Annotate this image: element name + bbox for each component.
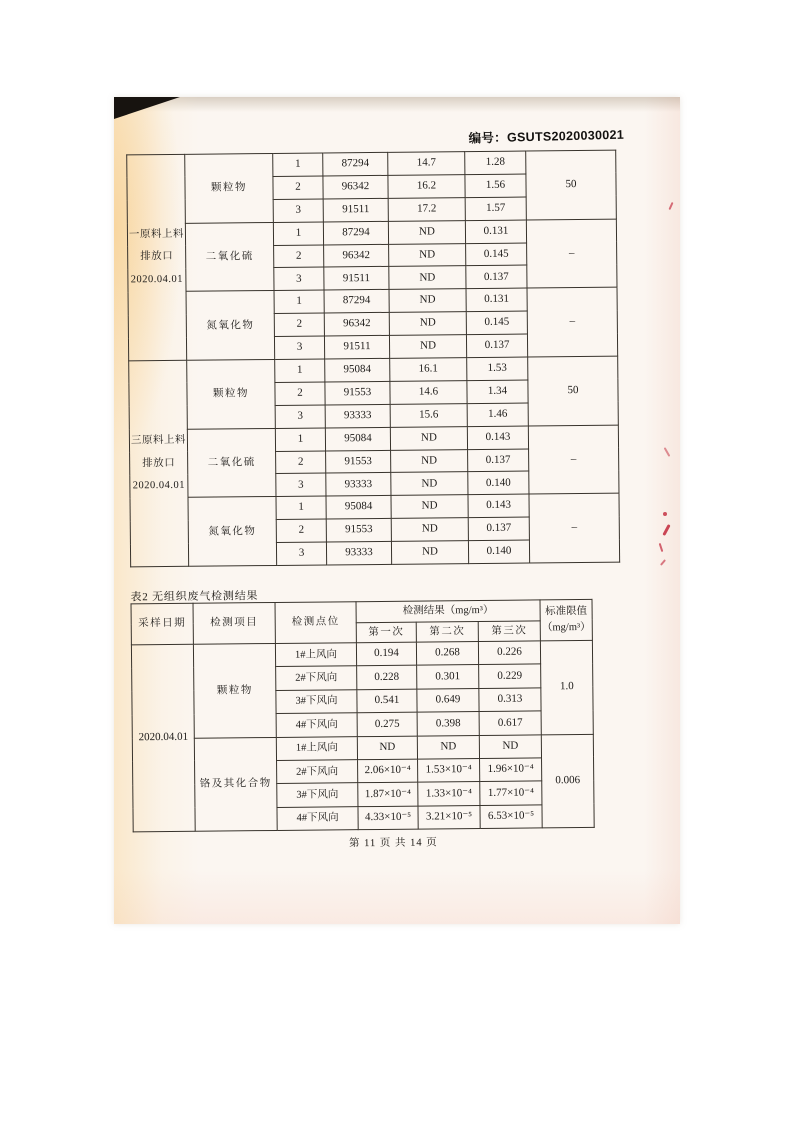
value-cell: ND [388,220,465,244]
value-cell: ND [391,495,468,519]
value-cell: 14.7 [388,152,465,176]
table-row [127,150,616,178]
sample-no: 2 [274,245,324,268]
red-pen-mark [663,512,667,516]
value-cell: 16.1 [390,358,467,382]
value-cell: 0.313 [479,688,541,712]
value-cell: ND [390,426,467,450]
value-cell: 0.131 [466,288,527,311]
value-cell: 0.137 [466,334,527,357]
sample-id: 87294 [324,290,389,314]
value-cell: ND [357,736,417,760]
table2-title: 表2 无组织废气检测结果 [130,590,259,604]
sample-id: 91511 [323,198,388,222]
sample-id: 87294 [323,221,388,245]
sample-no: 3 [274,336,324,359]
table-row [127,219,616,247]
limit-cell: – [527,288,618,358]
limit-cell: 50 [526,150,617,220]
sample-id: 87294 [323,152,388,176]
col-header-first: 第一次 [356,622,416,643]
sample-id: 91553 [326,450,391,474]
value-cell: 4.33×10⁻⁵ [358,806,418,830]
value-cell: ND [389,289,466,313]
document-number: 编号：GSUTS2020030021 [468,127,625,146]
sample-id: 91511 [324,335,389,359]
scan-corner-artifact [114,97,180,119]
sample-id: 96342 [323,175,388,199]
sample-no: 2 [276,451,326,474]
point-cell: 3#下风向 [277,783,358,807]
sample-no: 2 [276,519,326,542]
sample-id: 95084 [325,427,390,451]
value-cell: 17.2 [388,197,465,221]
value-cell: 1.53×10⁻⁴ [418,759,480,783]
red-pen-mark [660,559,666,566]
value-cell: 0.228 [357,666,417,690]
value-cell: 0.131 [465,220,526,243]
sample-no: 1 [274,290,324,313]
sample-no: 3 [273,199,323,222]
limit-cell: – [528,425,619,495]
value-cell: 15.6 [390,403,467,427]
sample-no: 2 [275,382,325,405]
outlet-label: 一原料上料 排放口 2020.04.01 [127,154,187,361]
pollutant-label: 氮氧化物 [188,497,277,567]
sample-id: 95084 [326,496,391,520]
pollutant-label: 颗粒物 [193,644,276,738]
col-header-date: 采样日期 [131,603,193,645]
value-cell: 0.140 [468,540,529,563]
value-cell: ND [389,243,466,267]
value-cell: ND [391,518,468,542]
value-cell: 1.53 [467,357,528,380]
value-cell: 0.398 [417,712,479,736]
col-header-third: 第三次 [478,620,540,641]
value-cell: 0.145 [466,311,527,334]
point-cell: 4#下风向 [276,713,357,737]
sample-no: 3 [275,405,325,428]
pollutant-label: 二氧化硫 [185,222,274,292]
value-cell: 0.541 [357,689,417,713]
limit-cell: 1.0 [540,640,593,734]
sample-id: 91511 [324,267,389,291]
point-cell: 1#上风向 [275,643,356,667]
col-header-item: 检测项目 [193,603,275,645]
sample-no: 1 [273,153,323,176]
sample-id: 93333 [326,473,391,497]
outlet-label: 三原料上料 排放口 2020.04.01 [129,360,189,567]
value-cell: ND [417,735,479,759]
value-cell: 0.137 [468,449,529,472]
value-cell: 0.649 [417,688,479,712]
sample-id: 93333 [326,541,391,565]
value-cell: ND [391,449,468,473]
limit-cell: 0.006 [541,734,594,828]
value-cell: 1.77×10⁻⁴ [480,781,542,805]
sample-no: 1 [273,222,323,245]
value-cell: 0.268 [416,642,478,666]
sample-id: 93333 [325,404,390,428]
limit-cell: – [526,219,617,289]
value-cell: 1.96×10⁻⁴ [480,758,542,782]
sample-id: 96342 [324,244,389,268]
value-cell: 1.33×10⁻⁴ [418,782,480,806]
fugitive-emission-results-table [131,599,595,833]
value-cell: 0.275 [357,712,417,736]
value-cell: 16.2 [388,175,465,199]
value-cell: 1.34 [467,380,528,403]
sample-no: 3 [276,473,326,496]
sample-id: 95084 [325,358,390,382]
value-cell: ND [389,335,466,359]
col-header-point: 检测点位 [275,602,356,644]
table-row [130,494,619,522]
value-cell: 14.6 [390,381,467,405]
value-cell: 0.137 [466,265,527,288]
red-pen-mark [662,524,670,536]
value-cell: 3.21×10⁻⁵ [418,805,480,829]
point-cell: 4#下风向 [277,806,358,830]
value-cell: ND [391,472,468,496]
sample-no: 1 [275,359,325,382]
pollutant-label: 氮氧化物 [186,291,275,361]
value-cell: 0.194 [356,642,416,666]
stack-emission-results-table [126,150,620,568]
value-cell: ND [391,541,468,565]
value-cell: 0.143 [468,494,529,517]
sample-no: 2 [273,176,323,199]
value-cell: 0.301 [417,665,479,689]
pollutant-label: 颗粒物 [187,359,276,429]
table-row [128,288,617,316]
sample-id: 91553 [325,381,390,405]
value-cell: 0.145 [466,243,527,266]
limit-cell: – [529,494,620,564]
value-cell: 0.143 [467,426,528,449]
value-cell: 1.56 [465,174,526,197]
value-cell: 0.617 [479,711,541,735]
pollutant-label: 颗粒物 [185,153,274,223]
page-number-footer: 第 11 页 共 14 页 [348,837,438,850]
col-header-second: 第二次 [416,621,478,642]
red-pen-mark [664,447,671,457]
value-cell: 2.06×10⁻⁴ [358,759,418,783]
point-cell: 2#下风向 [277,760,358,784]
value-cell: 1.87×10⁻⁴ [358,782,418,806]
value-cell: ND [389,312,466,336]
sample-no: 1 [276,496,326,519]
table-row [129,356,618,384]
pollutant-label: 铬及其化合物 [194,737,277,831]
point-cell: 1#上风向 [276,736,357,760]
value-cell: ND [479,735,541,759]
point-cell: 2#下风向 [276,666,357,690]
sample-no: 1 [275,428,325,451]
pollutant-label: 二氧化硫 [187,428,276,498]
value-cell: 0.226 [478,641,540,665]
value-cell: ND [389,266,466,290]
page-content [126,129,625,853]
value-cell: 0.140 [468,472,529,495]
value-cell: 6.53×10⁻⁵ [480,805,542,829]
table-row [129,425,618,453]
value-cell: 1.46 [467,403,528,426]
value-cell: 1.57 [465,197,526,220]
point-cell: 3#下风向 [276,690,357,714]
sample-no: 3 [274,267,324,290]
sample-no: 3 [276,542,326,565]
sample-id: 91553 [326,519,391,543]
value-cell: 1.28 [465,151,526,174]
col-header-limit: 标准限值 （mg/m³） [540,599,592,640]
sample-id: 96342 [324,313,389,337]
sampling-date: 2020.04.01 [131,644,195,832]
red-pen-mark [668,202,673,210]
scanned-paper [114,97,680,924]
limit-cell: 50 [528,356,619,426]
value-cell: 0.137 [468,517,529,540]
value-cell: 0.229 [479,664,541,688]
col-header-results: 检测结果（mg/m³） [356,600,540,622]
sample-no: 2 [274,313,324,336]
red-pen-mark [659,543,664,552]
